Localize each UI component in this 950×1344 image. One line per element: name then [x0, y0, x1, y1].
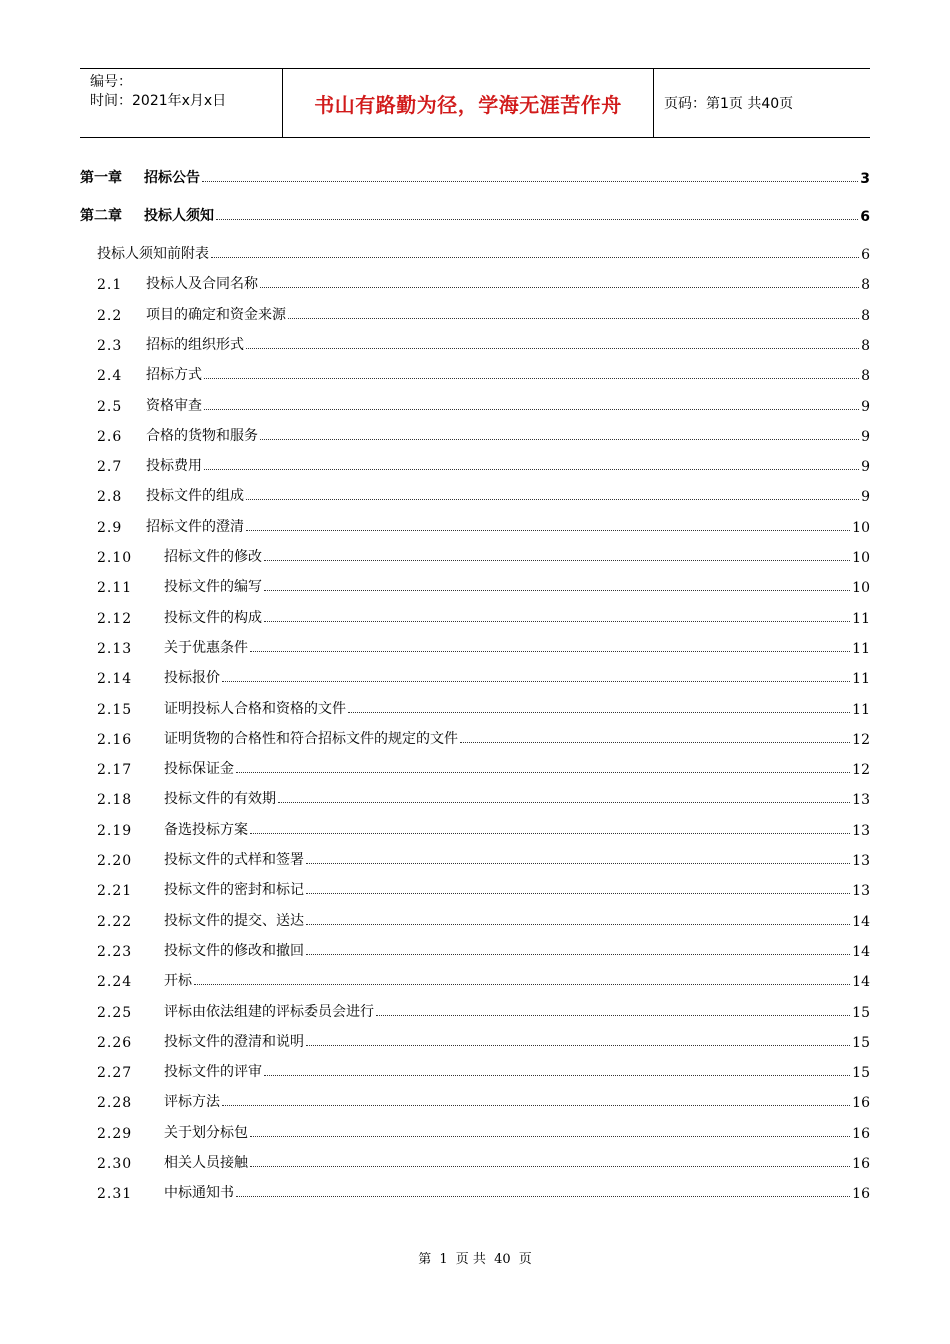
toc-entry-page: 8 — [861, 337, 870, 354]
toc-dot-leader — [204, 468, 859, 470]
toc-dot-leader — [222, 1104, 850, 1106]
toc-entry-number: 2.4 — [97, 368, 123, 385]
toc-entry[interactable] — [80, 966, 870, 990]
toc-entry-page: 11 — [852, 701, 870, 718]
toc-dot-leader — [348, 711, 850, 713]
toc-entry-page: 8 — [861, 307, 870, 324]
toc-entry-number: 2.21 — [97, 883, 133, 900]
toc-entry-title: 投标保证金 — [164, 761, 234, 778]
page-label: 页码：第1页 共40页 — [664, 96, 794, 112]
toc-entry-page: 6 — [860, 209, 870, 225]
toc-dot-leader — [250, 832, 850, 834]
toc-entry-page: 13 — [852, 853, 870, 869]
toc-entry-page: 16 — [852, 1156, 870, 1172]
toc-entry[interactable] — [80, 784, 870, 808]
toc-entry-title: 合格的货物和服务 — [146, 427, 258, 444]
toc-entry[interactable] — [80, 633, 870, 657]
toc-entry-number: 2.1 — [97, 277, 123, 294]
toc-entry-number: 2.28 — [97, 1095, 133, 1112]
toc-entry-page: 11 — [852, 610, 870, 627]
toc-entry-page: 9 — [861, 489, 870, 506]
toc-entry-page: 16 — [852, 1125, 870, 1142]
toc-entry-page: 14 — [852, 943, 870, 960]
toc-entry-page: 11 — [852, 640, 870, 657]
toc-entry-number: 2.14 — [97, 671, 133, 688]
toc-dot-leader — [202, 180, 858, 182]
toc-entry[interactable] — [80, 451, 870, 475]
toc-entry-number: 2.6 — [97, 428, 123, 445]
toc-entry[interactable] — [80, 724, 870, 748]
toc-entry-title: 招标方式 — [146, 367, 202, 384]
toc-dot-leader — [246, 529, 850, 531]
toc-entry[interactable] — [80, 269, 870, 293]
toc-entry-title: 投标文件的构成 — [164, 609, 262, 626]
toc-dot-leader — [264, 559, 850, 561]
toc-entry-number: 2.17 — [97, 762, 133, 779]
toc-entry-number: 2.13 — [97, 640, 133, 657]
toc-entry-title: 评标由依法组建的评标委员会进行 — [164, 1003, 374, 1020]
toc-entry-title: 备选投标方案 — [164, 821, 248, 838]
toc-dot-leader — [376, 1014, 850, 1016]
toc-entry[interactable] — [80, 360, 870, 384]
toc-entry[interactable] — [80, 481, 870, 505]
toc-entry-number: 第一章 — [80, 170, 122, 186]
toc-entry[interactable] — [80, 875, 870, 899]
toc-entry-title: 中标通知书 — [164, 1185, 234, 1202]
toc-entry-title: 证明投标人合格和资格的文件 — [164, 700, 346, 717]
toc-entry[interactable] — [80, 845, 870, 869]
toc-entry-number: 2.31 — [97, 1186, 133, 1203]
toc-entry-number: 2.15 — [97, 701, 133, 718]
toc-entry-page: 10 — [852, 580, 870, 597]
toc-entry-number: 2.24 — [97, 974, 133, 991]
toc-entry[interactable] — [80, 603, 870, 627]
toc-entry[interactable] — [80, 754, 870, 778]
toc-entry-number: 2.25 — [97, 1004, 133, 1021]
toc-entry-page: 3 — [860, 171, 870, 187]
code-label: 编号： — [90, 74, 132, 90]
footer-suffix: 页 — [518, 1252, 532, 1267]
header-motto-cell — [282, 69, 654, 137]
toc-entry[interactable] — [80, 542, 870, 566]
toc-dot-leader — [278, 801, 850, 803]
toc-entry-title: 投标文件的修改和撤回 — [164, 942, 304, 959]
toc-entry-page: 14 — [852, 913, 870, 930]
page-header — [80, 68, 870, 138]
toc-entry-title: 投标文件的编写 — [164, 579, 262, 596]
toc-entry-page: 11 — [852, 671, 870, 688]
toc-entry-number: 2.29 — [97, 1125, 133, 1142]
footer-current-page: 1 — [439, 1252, 448, 1267]
toc-entry-title: 招标公告 — [144, 170, 200, 186]
toc-entry-page: 13 — [852, 792, 870, 809]
toc-entry-number: 2.16 — [97, 731, 133, 748]
toc-entry-page: 15 — [852, 1004, 870, 1021]
toc-dot-leader — [260, 438, 859, 440]
toc-entry-title: 证明货物的合格性和符合招标文件的规定的文件 — [164, 730, 458, 747]
toc-entry-number: 2.9 — [97, 519, 123, 536]
toc-dot-leader — [260, 286, 859, 288]
toc-entry[interactable] — [80, 239, 870, 263]
toc-entry-title: 投标文件的式样和签署 — [164, 852, 304, 868]
toc-entry-page: 13 — [852, 883, 870, 900]
toc-dot-leader — [306, 923, 850, 925]
toc-entry-title: 开标 — [164, 973, 192, 990]
toc-entry-page: 12 — [852, 731, 870, 748]
toc-entry-title: 投标文件的评审 — [164, 1064, 262, 1081]
toc-entry-title: 投标费用 — [146, 458, 202, 475]
toc-entry-title: 投标人须知前附表 — [97, 246, 209, 262]
toc-dot-leader — [288, 317, 859, 319]
toc-entry-page: 10 — [852, 519, 870, 536]
toc-entry-page: 9 — [861, 398, 870, 415]
toc-dot-leader — [250, 1165, 850, 1167]
toc-dot-leader — [204, 408, 859, 410]
toc-entry-number: 2.2 — [97, 307, 123, 324]
toc-entry-page: 8 — [861, 277, 870, 294]
toc-entry-page: 9 — [861, 428, 870, 445]
toc-dot-leader — [204, 377, 859, 379]
toc-entry-page: 10 — [852, 550, 870, 566]
toc-entry-title: 项目的确定和资金来源 — [146, 306, 286, 323]
toc-entry-title: 投标文件的密封和标记 — [164, 882, 304, 899]
toc-entry-page: 12 — [852, 762, 870, 779]
toc-entry-number: 2.30 — [97, 1156, 133, 1172]
toc-entry-number: 2.23 — [97, 943, 133, 960]
toc-entry-title: 投标文件的有效期 — [164, 791, 276, 808]
toc-entry[interactable] — [80, 1118, 870, 1142]
toc-entry-title: 关于划分标包 — [164, 1124, 248, 1141]
toc-entry[interactable] — [80, 1087, 870, 1111]
toc-dot-leader — [211, 256, 859, 258]
toc-entry[interactable] — [80, 512, 870, 536]
toc-dot-leader — [236, 771, 850, 773]
toc-entry-page: 16 — [852, 1186, 870, 1203]
toc-entry-page: 16 — [852, 1095, 870, 1112]
toc-entry[interactable] — [80, 330, 870, 354]
toc-dot-leader — [306, 892, 850, 894]
toc-entry-page: 15 — [852, 1065, 870, 1082]
toc-entry-number: 2.7 — [97, 459, 123, 476]
toc-entry[interactable] — [80, 906, 870, 930]
toc-dot-leader — [306, 1044, 850, 1046]
toc-entry[interactable] — [80, 1178, 870, 1202]
toc-entry-title: 相关人员接触 — [164, 1155, 248, 1171]
toc-entry-number: 2.5 — [97, 398, 123, 415]
toc-entry[interactable] — [80, 997, 870, 1021]
toc-dot-leader — [236, 1195, 850, 1197]
toc-dot-leader — [264, 589, 850, 591]
toc-entry-number: 2.27 — [97, 1065, 133, 1082]
toc-entry-title: 评标方法 — [164, 1094, 220, 1111]
toc-entry-number: 2.12 — [97, 610, 133, 627]
toc-entry[interactable] — [80, 572, 870, 596]
toc-entry-number: 2.20 — [97, 853, 133, 869]
toc-entry-title: 招标文件的修改 — [164, 549, 262, 565]
toc-entry-page: 6 — [861, 247, 870, 263]
toc-entry-title: 投标文件的澄清和说明 — [164, 1033, 304, 1050]
toc-entry[interactable] — [80, 300, 870, 324]
toc-dot-leader — [306, 953, 850, 955]
toc-entry[interactable] — [80, 1057, 870, 1081]
toc-dot-leader — [264, 1074, 850, 1076]
toc-dot-leader — [460, 741, 850, 743]
toc-dot-leader — [194, 983, 850, 985]
toc-entry-title: 投标文件的提交、送达 — [164, 912, 304, 929]
toc-entry-page: 14 — [852, 974, 870, 991]
toc-entry[interactable] — [80, 694, 870, 718]
footer-prefix: 第 — [418, 1252, 432, 1267]
footer-mid: 页 共 — [455, 1252, 486, 1267]
toc-entry-title: 投标人须知 — [144, 208, 214, 224]
motto-text: 书山有路勤为径，学海无涯苦作舟 — [314, 92, 622, 117]
header-right-cell — [654, 69, 870, 137]
toc-dot-leader — [306, 862, 850, 864]
toc-entry-page: 8 — [861, 368, 870, 385]
date-label: 时间：2021年x月x日 — [90, 93, 227, 109]
toc-entry-page: 15 — [852, 1034, 870, 1051]
toc-entry-page: 9 — [861, 459, 870, 476]
toc-dot-leader — [264, 620, 850, 622]
toc-entry-page: 13 — [852, 822, 870, 839]
toc-entry-number: 2.18 — [97, 792, 133, 809]
toc-entry[interactable] — [80, 163, 870, 187]
toc-dot-leader — [250, 1135, 850, 1137]
toc-entry[interactable] — [80, 936, 870, 960]
toc-dot-leader — [246, 498, 859, 500]
toc-entry-title: 关于优惠条件 — [164, 639, 248, 656]
toc-dot-leader — [216, 218, 858, 220]
toc-entry-number: 2.22 — [97, 913, 133, 930]
toc-entry-title: 投标人及合同名称 — [146, 276, 258, 293]
toc-entry[interactable] — [80, 1027, 870, 1051]
toc-entry-number: 2.3 — [97, 337, 123, 354]
page-footer — [0, 1248, 950, 1267]
toc-entry-title: 资格审查 — [146, 397, 202, 414]
toc-entry[interactable] — [80, 815, 870, 839]
toc-entry[interactable] — [80, 421, 870, 445]
toc-entry[interactable] — [80, 201, 870, 225]
header-left-cell — [80, 69, 282, 137]
toc-entry-title: 招标文件的澄清 — [146, 518, 244, 535]
toc-entry-title: 投标报价 — [164, 670, 220, 687]
toc-entry-number: 2.8 — [97, 489, 123, 506]
toc-entry[interactable] — [80, 663, 870, 687]
toc-entry[interactable] — [80, 1148, 870, 1172]
toc-entry[interactable] — [80, 391, 870, 415]
toc-dot-leader — [250, 650, 850, 652]
toc-dot-leader — [222, 680, 850, 682]
toc-entry-number: 2.11 — [97, 580, 133, 597]
toc-entry-number: 第二章 — [80, 208, 122, 224]
toc-dot-leader — [246, 347, 859, 349]
footer-total-pages: 40 — [494, 1252, 511, 1267]
toc-entry-title: 投标文件的组成 — [146, 488, 244, 505]
toc-entry-number: 2.19 — [97, 822, 133, 839]
toc-entry-number: 2.26 — [97, 1034, 133, 1051]
toc-entry-title: 招标的组织形式 — [146, 336, 244, 353]
toc-entry-number: 2.10 — [97, 550, 133, 566]
